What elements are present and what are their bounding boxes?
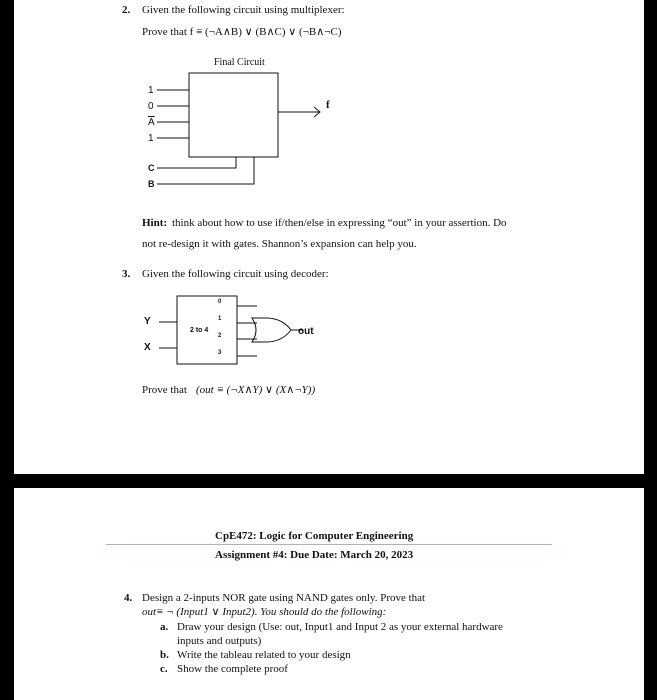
q4-item-a-marker: a.	[160, 621, 169, 633]
select-label-b: B	[148, 179, 155, 189]
mux-input-3: $\overline{A}$	[148, 117, 155, 128]
or-gate	[252, 318, 291, 342]
mux-output-label: f	[326, 99, 330, 111]
select-label-c: C	[148, 163, 155, 173]
q4-line-2: out≡ ¬ (Input1 ∨ Input2). You should do the following:	[142, 606, 387, 618]
q3-prove-expression: (out ≡ (¬X∧Y) ∨ (X∧¬Y))	[196, 384, 316, 396]
decoder-out-2: 2	[218, 333, 222, 339]
q4-item-c-marker: c.	[160, 663, 168, 675]
q3-prove-prefix: Prove that	[142, 384, 187, 396]
circuit-title: Final Circuit	[214, 57, 265, 68]
q2-prompt: Given the following circuit using multiplexer:	[142, 4, 345, 16]
document-page-2	[14, 488, 644, 700]
q4-number: 4.	[124, 592, 133, 604]
decoder-label: 2 to 4	[190, 327, 209, 334]
q2-prove-statement: Prove that f ≡ (¬A∧B) ∨ (B∧C) ∨ (¬B∧¬C)	[142, 26, 342, 38]
mux-input-2: 0	[148, 101, 154, 112]
decoder-out-0: 0	[218, 299, 222, 305]
decoder-input-x: X	[144, 342, 151, 353]
q4-item-a-text-cont: inputs and outputs)	[177, 635, 262, 647]
decoder-out-1: 1	[218, 316, 222, 322]
q4-item-b-text: Write the tableau related to your design	[177, 649, 351, 661]
hint-label: Hint:	[142, 217, 168, 229]
q3-number: 3.	[122, 268, 131, 280]
decoder-output-label: out	[298, 326, 314, 337]
decoder-circuit	[14, 0, 644, 474]
q4-item-a-text: Draw your design (Use: out, Input1 and Input 2 as your external hardware	[177, 621, 503, 633]
mux-input-1: 1	[148, 85, 154, 96]
decoder-out-3: 3	[218, 350, 222, 356]
assignment-title: Assignment #4: Due Date: March 20, 2023	[215, 549, 414, 561]
course-title: CpE472: Logic for Computer Engineering	[215, 530, 414, 542]
q4-line-1: Design a 2-inputs NOR gate using NAND gates only. Prove that	[142, 592, 426, 604]
q4-item-c-text: Show the complete proof	[177, 663, 288, 675]
document-page-1	[14, 0, 644, 474]
q3-prompt: Given the following circuit using decoder:	[142, 268, 329, 280]
hint-line-1: think about how to use if/then/else in expressing “out” in your assertion. Do	[172, 217, 507, 229]
header-divider	[106, 544, 552, 545]
mux-input-4: 1	[148, 133, 154, 144]
decoder-input-y: Y	[144, 316, 151, 327]
hint-line-2: not re-design it with gates. Shannon’s expansion can help you.	[142, 238, 417, 250]
q2-number: 2.	[122, 4, 131, 16]
q4-item-b-marker: b.	[160, 649, 169, 661]
